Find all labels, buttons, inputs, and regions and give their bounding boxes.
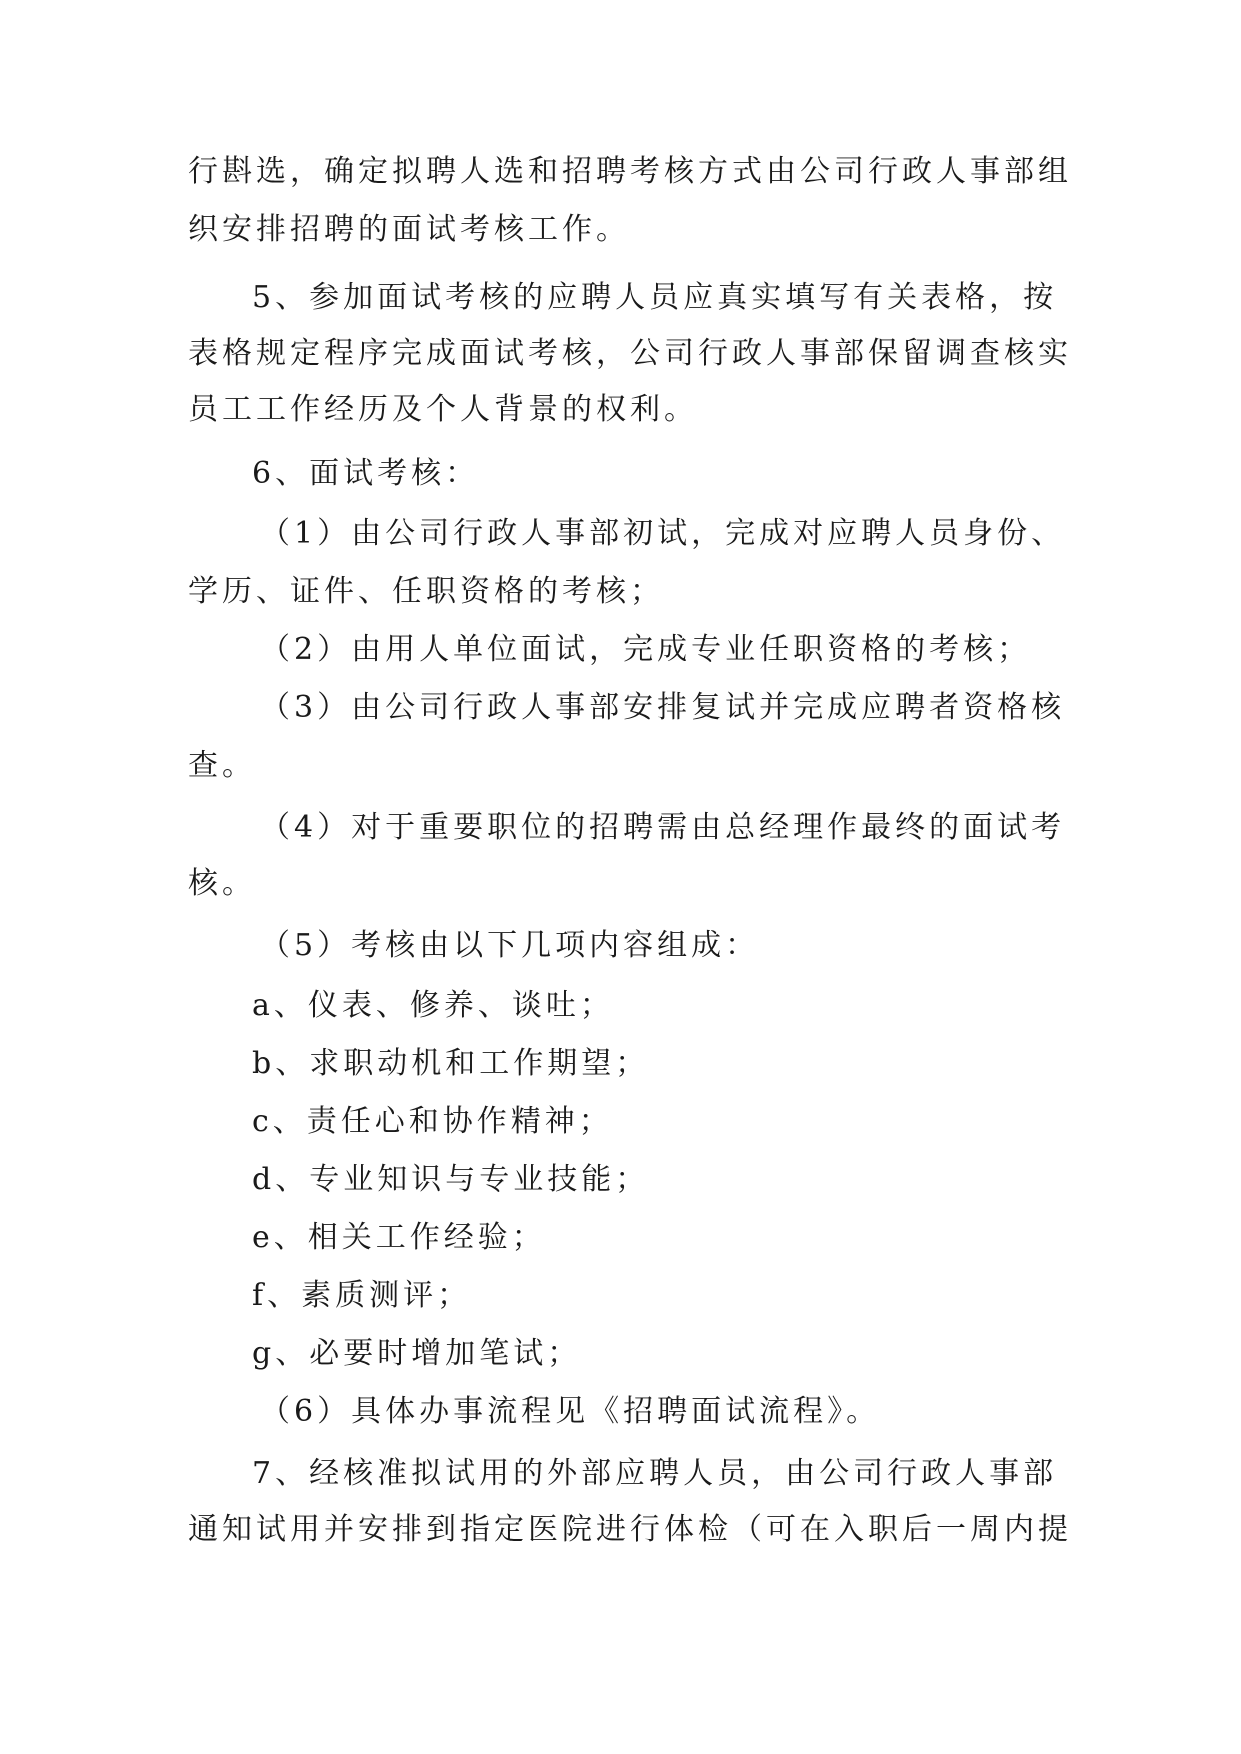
text-line: a、仪表、修养、谈吐； xyxy=(252,988,614,1023)
text-line: c、责任心和协作精神； xyxy=(252,1104,613,1139)
text-line: 6、面试考核： xyxy=(252,456,480,491)
text-line: 核。 xyxy=(188,866,256,901)
text-line: d、专业知识与专业技能； xyxy=(252,1162,650,1197)
text-line: （4）对于重要职位的招聘需由总经理作最终的面试考 xyxy=(260,810,1066,845)
text-line: 通知试用并安排到指定医院进行体检（可在入职后一周内提 xyxy=(188,1512,1072,1547)
text-line: g、必要时增加笔试； xyxy=(252,1336,582,1371)
text-line: 7、经核准拟试用的外部应聘人员，由公司行政人事部 xyxy=(252,1456,1058,1491)
text-line: f、素质测评； xyxy=(252,1278,472,1313)
text-line: 查。 xyxy=(188,748,256,783)
text-line: 学历、证件、任职资格的考核； xyxy=(188,574,664,609)
text-line: 织安排招聘的面试考核工作。 xyxy=(188,212,630,247)
text-line: 员工工作经历及个人背景的权利。 xyxy=(188,392,698,427)
text-line: （5）考核由以下几项内容组成： xyxy=(260,928,760,963)
text-line: （1）由公司行政人事部初试，完成对应聘人员身份、 xyxy=(260,516,1066,551)
text-line: b、求职动机和工作期望； xyxy=(252,1046,650,1081)
text-line: e、相关工作经验； xyxy=(252,1220,546,1255)
text-line: 表格规定程序完成面试考核，公司行政人事部保留调查核实 xyxy=(188,336,1072,371)
text-line: 行斟选，确定拟聘人选和招聘考核方式由公司行政人事部组 xyxy=(188,154,1072,189)
text-line: （2）由用人单位面试，完成专业任职资格的考核； xyxy=(260,632,1032,667)
text-line: （6）具体办事流程见《招聘面试流程》。 xyxy=(260,1394,881,1429)
text-line: （3）由公司行政人事部安排复试并完成应聘者资格核 xyxy=(260,690,1066,725)
text-line: 5、参加面试考核的应聘人员应真实填写有关表格，按 xyxy=(252,280,1058,315)
